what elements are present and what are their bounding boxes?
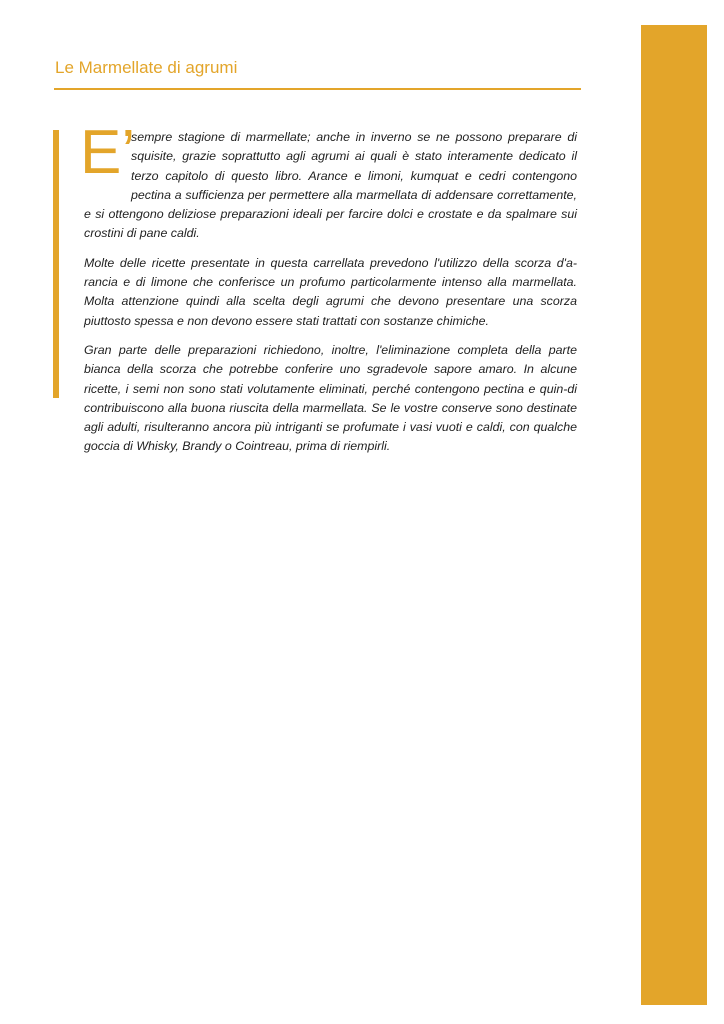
drop-cap-spacer: [84, 128, 131, 186]
article-body: [84, 128, 577, 467]
drop-cap: E’: [80, 118, 136, 187]
paragraph-preparation: Gran parte delle preparazioni richiedono, inoltre, l'eliminazione completa della parte bianca della scorza che potrebbe conferire uno sgradevole sapore amaro. In alcune ricette, i semi non sono stati volutamente eliminati, perché contengono pectina e quin-di contribuiscono alla buona riuscita della marmellata. Se le vostre conserve sono destinate agli adulti, risulteranno ancora più intriganti se profumate i vasi vuoti e caldi, con qualche goccia di Whisky, Brandy o Cointreau, prima di riempirli.: [84, 342, 577, 454]
paragraph-zest: Molte delle ricette presentate in questa carrellata prevedono l'utilizzo della scorza d'a-rancia e di limone che conferisce un profumo particolarmente intenso alla marmellata. Molta attenzione quindi alla scelta degli agrumi che devono presentare una scorza piuttosto spessa e non devono essere stati trattati con sostanze chimiche.: [84, 255, 577, 328]
left-accent-bar: [53, 130, 59, 398]
section-title: Le Marmellate di agrumi: [55, 58, 238, 77]
title-divider: [54, 88, 581, 90]
paragraph-intro: sempre stagione di marmellate; anche in inverno se ne possono preparare di squisite, grazie soprattutto agli agrumi ai quali è stato interamente dedicato il terzo capitolo di questo libro. Arance e limoni, kumquat e cedri contengono pectina a sufficienza per permettere alla marmellata di addensare correttamente, e si ottengono deliziose preparazioni ideali per farcire dolci e crostate e da spalmare sui crostini di pane caldi.: [84, 130, 577, 241]
side-color-band: [641, 25, 707, 1005]
